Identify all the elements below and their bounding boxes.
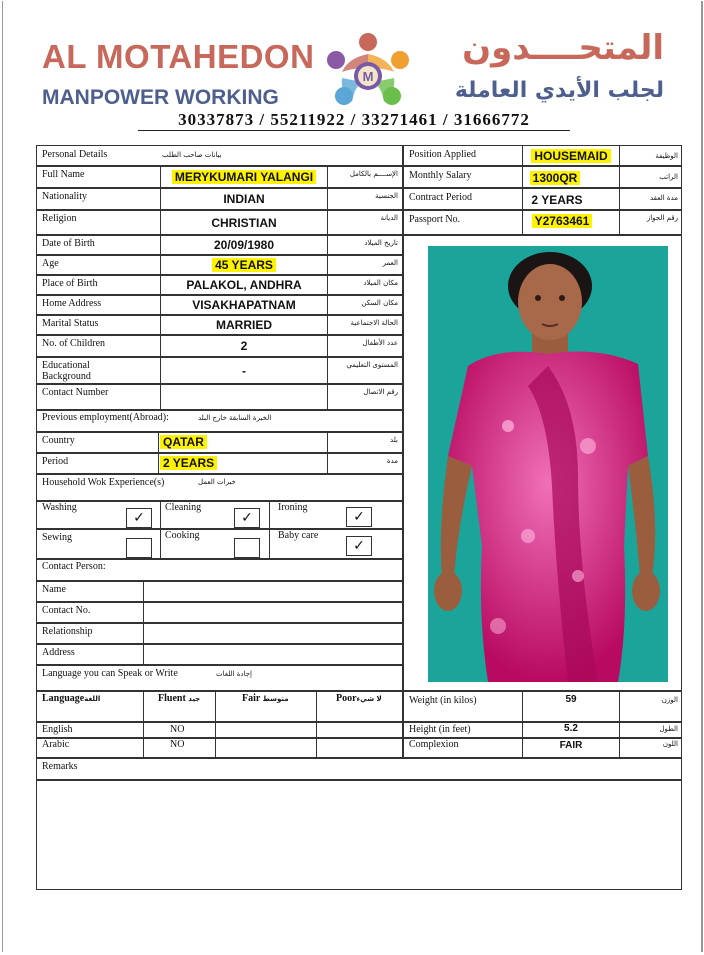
full-name-label: Full Name: [42, 169, 85, 180]
fluent-col-header: Fluent جيد: [158, 693, 201, 704]
contact-field-label: Contact No.: [42, 605, 91, 616]
education-value: -: [242, 364, 246, 378]
education-label-ar: المستوى التعليمي: [346, 361, 398, 369]
marital-label-ar: الحالة الاجتماعية: [350, 319, 398, 327]
company-name-ar-line1: المتحــــدون: [462, 28, 664, 68]
children-label-ar: عدد الأطفال: [362, 339, 398, 347]
passport-no-value: Y2763461: [522, 214, 602, 228]
phone-numbers: 30337873 / 55211922 / 33271461 / 31666772: [138, 110, 570, 131]
language-arabic-label: Arabic: [42, 739, 70, 750]
sewing-checkbox[interactable]: [126, 538, 152, 558]
personal-details-label: Personal Details: [42, 149, 108, 160]
sewing-label: Sewing: [42, 532, 72, 543]
contact-label: Contact Number: [42, 387, 109, 398]
complexion-label-ar: اللون: [662, 740, 678, 748]
height-label-ar: الطول: [659, 725, 678, 733]
washing-label: Washing: [42, 502, 77, 513]
children-value: 2: [240, 339, 248, 353]
religion-value: CHRISTIAN: [211, 216, 277, 230]
weight-label: Weight (in kilos): [409, 695, 477, 706]
contract-period-label: Contract Period: [409, 192, 473, 203]
monthly-salary-value: 1300QR: [520, 171, 590, 185]
applicant-portrait-icon: [428, 246, 668, 682]
position-applied-value: HOUSEMAID: [522, 149, 620, 163]
contract-period-value: 2 YEARS: [531, 193, 583, 207]
period-value: 2 YEARS: [160, 456, 217, 470]
language-section-label-ar: إجادة اللغات: [216, 670, 252, 678]
personal-details-label-ar: بيانات صاحب الطلب: [162, 151, 222, 159]
remarks-area[interactable]: [36, 780, 682, 890]
language-english-fluent: NO: [170, 724, 185, 735]
household-experience-label: Household Wok Experience(s): [42, 477, 165, 488]
pob-value: PALAKOL, ANDHRA: [186, 278, 302, 292]
cleaning-checkbox[interactable]: ✓: [234, 508, 260, 528]
full-name-value: MERYKUMARI YALANGI: [160, 170, 328, 184]
cleaning-label: Cleaning: [165, 502, 202, 513]
language-english-label: English: [42, 724, 73, 735]
religion-label: Religion: [42, 213, 77, 224]
full-name-label-ar: الإســــم بالكامل: [349, 170, 398, 178]
household-experience-label-ar: خبرات العمل: [198, 478, 236, 486]
nationality-label-ar: الجنسية: [375, 192, 398, 200]
remarks-label: Remarks: [42, 761, 78, 772]
nationality-label: Nationality: [42, 191, 87, 202]
contact-label-ar: رقم الاتصال: [363, 388, 398, 396]
height-value: 5.2: [564, 723, 578, 734]
fair-col-header: Fair متوسط: [242, 693, 289, 704]
previous-employment-label-ar: الخبرة السابقة خارج البلد: [198, 414, 272, 422]
contract-period-label-ar: مدة العقد: [650, 194, 678, 202]
cooking-checkbox[interactable]: [234, 538, 260, 558]
language-col-header: Languageاللغة: [42, 693, 101, 704]
address-value: VISAKHAPATNAM: [192, 298, 296, 312]
applicant-photo: [428, 246, 668, 682]
age-label: Age: [42, 258, 59, 269]
company-logo-emblem-icon: [318, 28, 418, 114]
contact-field-input[interactable]: [143, 644, 403, 665]
complexion-value: FAIR: [559, 740, 583, 751]
address-label-ar: مكان السكن: [361, 299, 398, 307]
baby-care-label: Baby care: [278, 530, 319, 541]
children-label: No. of Children: [42, 338, 106, 349]
period-label-ar: مدة: [386, 457, 398, 465]
weight-value: 59: [565, 694, 577, 705]
country-label: Country: [42, 435, 75, 446]
position-applied-label-ar: الوظيفة: [655, 152, 678, 160]
contact-field-label: Name: [42, 584, 66, 595]
row-remarks-header: [36, 758, 682, 780]
monthly-salary-label: Monthly Salary: [409, 170, 472, 181]
nationality-value: INDIAN: [223, 192, 265, 206]
ironing-label: Ironing: [278, 502, 308, 513]
country-value: QATAR: [160, 435, 207, 449]
religion-label-ar: الديانة: [380, 214, 398, 222]
age-label-ar: العمر: [382, 259, 398, 267]
dob-label-ar: تاريخ الميلاد: [364, 239, 398, 247]
company-name-ar-line2: لجلب الأيدي العاملة: [454, 78, 664, 103]
period-label: Period: [42, 456, 69, 467]
education-label: Educational Background: [42, 360, 91, 382]
complexion-label: Complexion: [409, 739, 459, 750]
country-label-ar: بلد: [390, 436, 398, 444]
dob-value: 20/09/1980: [213, 238, 275, 252]
contact-field-label: Address: [42, 647, 75, 658]
passport-no-label-ar: رقم الجواز: [646, 214, 678, 222]
previous-employment-label: Previous employment(Abroad):: [42, 412, 169, 423]
language-arabic-fluent: NO: [170, 739, 185, 750]
contact-person-label: Contact Person:: [42, 561, 106, 572]
contact-field-label: Relationship: [42, 626, 93, 637]
pob-label-ar: مكان الميلاد: [363, 279, 398, 287]
contact-field-input[interactable]: [143, 602, 403, 623]
baby-care-checkbox[interactable]: ✓: [346, 536, 372, 556]
contact-field-input[interactable]: [143, 623, 403, 644]
address-label: Home Address: [42, 298, 102, 309]
dob-label: Date of Birth: [42, 238, 95, 249]
washing-checkbox[interactable]: ✓: [126, 508, 152, 528]
height-label: Height (in feet): [409, 724, 471, 735]
company-name-en-line1: AL MOTAHEDON: [42, 38, 315, 75]
position-applied-label: Position Applied: [409, 149, 476, 160]
emblem-letter: M: [362, 69, 374, 84]
marital-label: Marital Status: [42, 318, 99, 329]
monthly-salary-label-ar: الراتب: [659, 173, 678, 181]
passport-no-label: Passport No.: [409, 214, 461, 225]
weight-label-ar: الوزن: [661, 696, 678, 704]
contact-field-input[interactable]: [143, 581, 403, 602]
cooking-label: Cooking: [165, 530, 200, 541]
company-name-en-line2: MANPOWER WORKING: [42, 86, 279, 109]
contact-value-cell: [160, 384, 328, 410]
marital-value: MARRIED: [216, 318, 272, 332]
language-section-label: Language you can Speak or Write: [42, 668, 178, 679]
age-value: 45 YEARS: [160, 258, 328, 272]
pob-label: Place of Birth: [42, 278, 98, 289]
ironing-checkbox[interactable]: ✓: [346, 507, 372, 527]
poor-col-header: Poorلا شيء: [336, 693, 382, 704]
